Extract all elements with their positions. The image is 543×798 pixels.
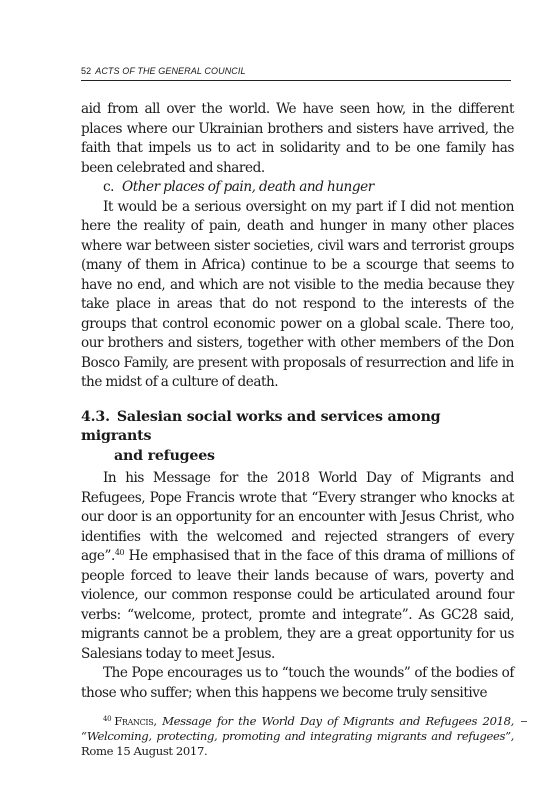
- subheading-c: [81, 178, 514, 198]
- paragraph-other-places: It would be a serious oversight on my part if I did not mention here the reality of pain, death and hunger in many other places where war between sister societies, civil wars and terrorist groups (many of them in Africa) continue to be a scourge that seems to have no end, and which are not visible to the media because they take place in areas that do not respond to the interests of the groups that control economic power on a global scale. There too, our brothers and sisters, together with other members of the Don Bosco Family, are present with proposals of resurrection and life in the midst of a culture of death.: [81, 198, 514, 390]
- section-title-line-1: Salesian social works and services among migrants: [81, 408, 441, 444]
- margin-mark: [521, 721, 527, 722]
- subheading-title: Other places of pain, death and hunger: [122, 179, 374, 195]
- running-title: ACTS OF THE GENERAL COUNCIL: [95, 66, 246, 76]
- subheading-letter: c.: [103, 179, 115, 195]
- section-heading-4-3: [81, 408, 514, 467]
- page-number: 52: [81, 66, 92, 76]
- section-number: 4.3.: [81, 408, 110, 425]
- footnote-title: Message for the World Day of Migrants and Refugees 2018, “Welcoming, protecting, promoting and integrating migrants and refugees”,: [81, 714, 514, 743]
- paragraph-pope-message: [81, 469, 514, 664]
- paragraph-pope-message-b: He emphasised that in the face of this drama of millions of people forced to leave their lands because of wars, poverty and violence, our common response could be articulated around four verbs: “welcome, protect, promte and integrate”. As GC28 said, migrants cannot be a problem, they are a great opportunity for us Salesians today to meet Jesus.: [81, 548, 514, 662]
- paragraph-continuation: aid from all over the world. We have seen how, in the different places where our Ukrainian brothers and sisters have arrived, the faith that impels us to act in solidarity and to be one family has been celebrated and shared.: [81, 101, 514, 176]
- paragraph-wounds: The Pope encourages us to “touch the wounds” of the bodies of those who suffer; when this happens we become truly sensitive: [81, 665, 514, 701]
- section-title-line-2: and refugees: [114, 447, 215, 464]
- body-text: [81, 100, 514, 703]
- footnote-number: 40: [103, 715, 112, 723]
- footnote-source: Rome 15 August 2017.: [81, 744, 208, 758]
- footnote: [81, 714, 514, 759]
- running-header: [81, 66, 511, 79]
- paragraph-pope-message-a: In his Message for the 2018 World Day of Migrants and Refugees, Pope Francis wrote that “Every stranger who knocks at our door is an opportunity for an encounter with Jesus Christ, who identifies with the welcomed and rejected strangers of every age”.: [81, 470, 514, 564]
- footnote-reference: 40: [114, 548, 125, 557]
- footnote-author: Francis,: [114, 714, 157, 728]
- header-rule: [81, 80, 511, 81]
